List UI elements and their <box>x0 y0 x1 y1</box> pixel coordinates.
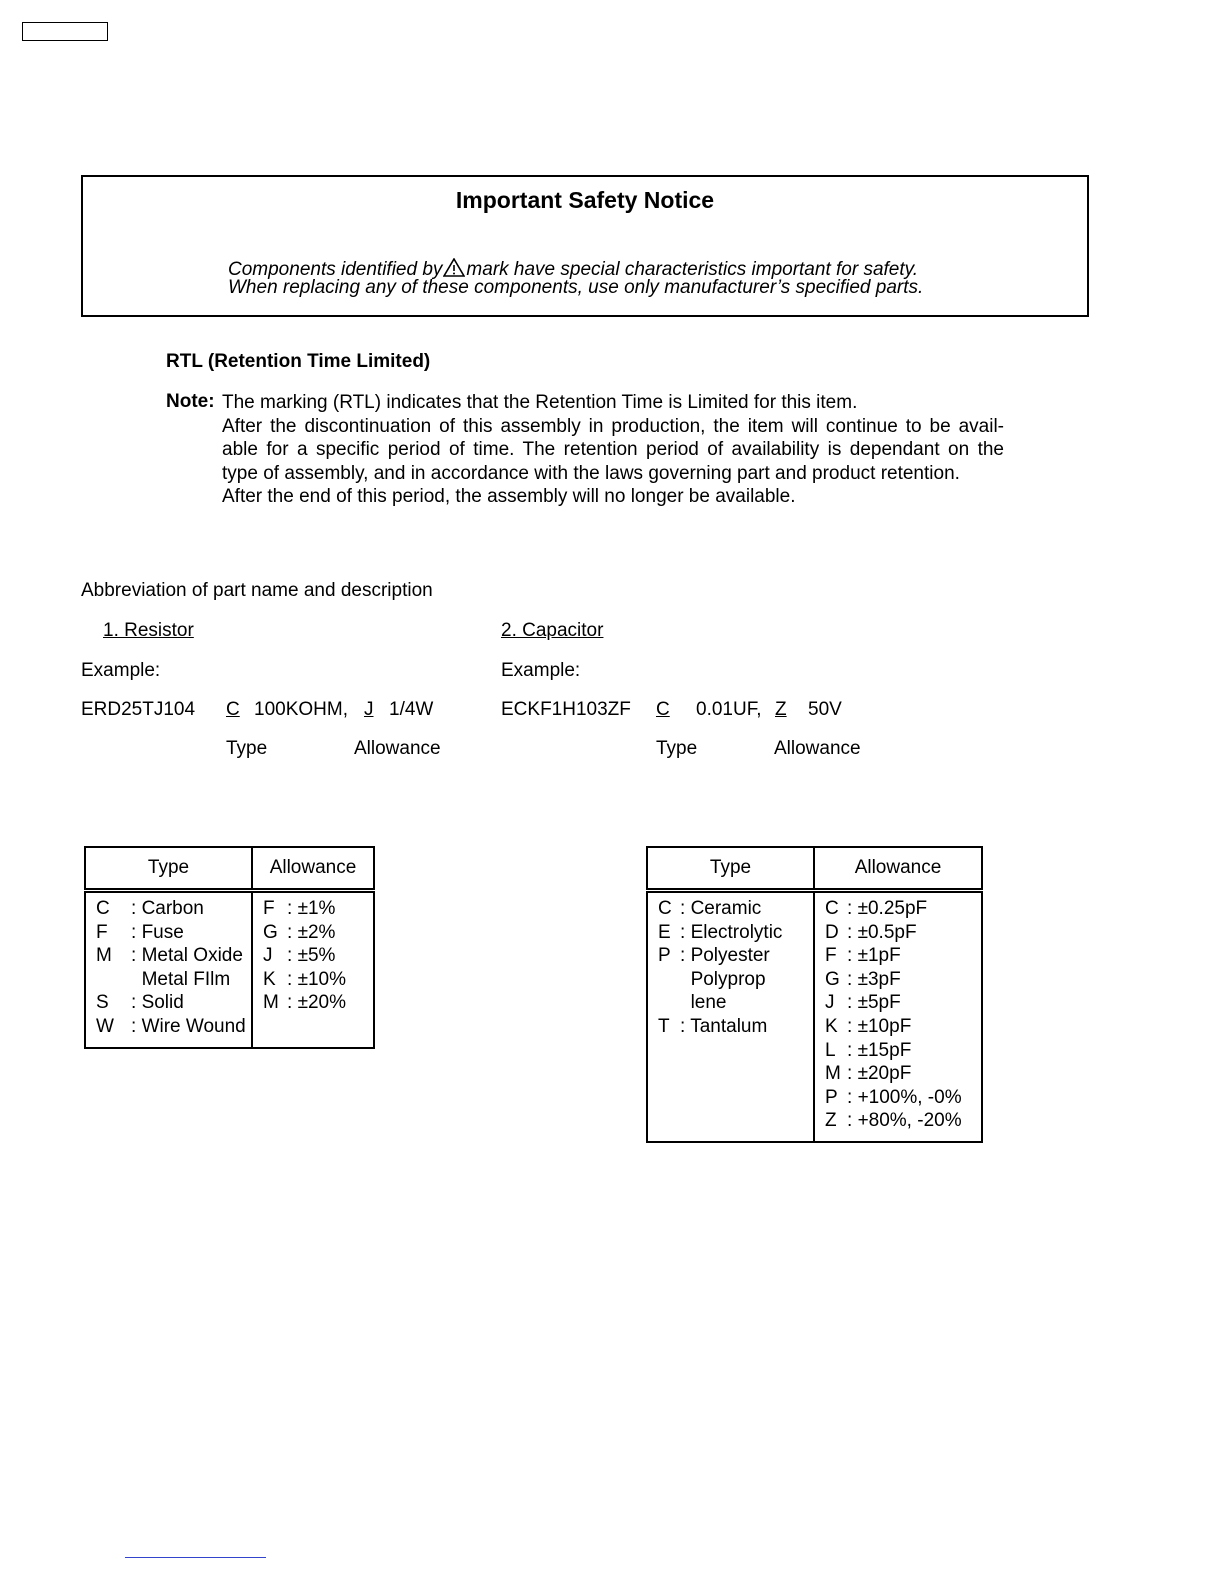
list-item: Z : +80%, -20% <box>825 1110 962 1132</box>
list-item: L : ±15pF <box>825 1039 912 1061</box>
notice-title: Important Safety Notice <box>455 187 715 213</box>
list-item: K : ±10% <box>263 968 347 990</box>
list-item: E : Electrolytic <box>658 921 783 943</box>
note-label: Note: <box>166 391 215 412</box>
capacitor-example-label: Example: <box>501 660 581 681</box>
rtl-title: RTL (Retention Time Limited) <box>166 351 431 372</box>
capacitor-type-label: Type <box>656 738 698 759</box>
list-item: C : ±0.25pF <box>825 898 928 919</box>
resistor-type-label: Type <box>226 738 268 759</box>
resistor-type-list <box>85 891 252 1048</box>
resistor-value: 100KOHM, <box>254 699 348 720</box>
note-line: type of assembly, and in accordance with the laws governing part and product retention. <box>222 462 960 484</box>
note-line: The marking (RTL) indicates that the Retention Time is Limited for this item. <box>222 392 858 413</box>
list-item: G : ±2% <box>263 921 336 943</box>
warning-triangle-icon <box>443 258 465 277</box>
resistor-legend-table <box>84 846 375 1049</box>
capacitor-allowance-label: Allowance <box>774 738 861 759</box>
list-item: M : Metal Oxide <box>96 945 243 967</box>
notice-line-1-end: mark have special characteristics important for safety. <box>466 259 919 280</box>
list-item: J : ±5% <box>263 945 336 967</box>
capacitor-allowance-code: Z <box>775 699 787 720</box>
resistor-rating: 1/4W <box>389 699 434 720</box>
list-item: S : Solid <box>96 992 184 1014</box>
capacitor-title: 2. Capacitor <box>501 620 604 641</box>
resistor-allowance-list <box>252 891 374 1048</box>
capacitor-type-code: C <box>656 699 670 720</box>
list-item: M : ±20pF <box>825 1063 912 1085</box>
note-line: able for a specific period of time. The retention period of availability is dependant on the <box>222 439 1004 461</box>
note-line: After the discontinuation of this assembly in production, the item will continue to be avail- <box>222 415 1004 437</box>
capacitor-table-allowance-header: Allowance <box>814 847 982 891</box>
capacitor-table-type-header: Type <box>647 847 814 891</box>
capacitor-value: 0.01UF, <box>696 699 762 720</box>
list-item: lene <box>690 992 727 1014</box>
capacitor-legend-table <box>646 846 983 1143</box>
capacitor-part-number: ECKF1H103ZF <box>501 699 631 720</box>
capacitor-allowance-list <box>814 891 982 1143</box>
resistor-part-number: ERD25TJ104 <box>81 699 196 720</box>
capacitor-type-list <box>647 891 814 1143</box>
list-item: Metal FIlm <box>141 968 231 990</box>
footer-rule <box>125 1557 266 1558</box>
resistor-allowance-label: Allowance <box>354 738 441 759</box>
list-item: F : ±1pF <box>825 945 901 967</box>
notice-line-2: When replacing any of these components, use only manufacturer’s specified parts. <box>228 277 924 298</box>
resistor-type-code: C <box>226 699 240 720</box>
resistor-table-allowance-header: Allowance <box>252 847 374 891</box>
safety-notice-box <box>81 175 1089 317</box>
list-item: K : ±10pF <box>825 1015 912 1037</box>
capacitor-rating: 50V <box>808 699 842 720</box>
notice-line-1-start: Components identified by <box>228 259 443 280</box>
list-item: G : ±3pF <box>825 968 901 990</box>
list-item: C : Ceramic <box>658 898 762 919</box>
list-item: J : ±5pF <box>825 992 901 1014</box>
list-item: Polyprop <box>690 968 766 990</box>
list-item: W : Wire Wound <box>96 1015 246 1037</box>
list-item: F : ±1% <box>263 898 336 919</box>
note-line: After the end of this period, the assembly will no longer be available. <box>222 486 796 508</box>
list-item: F : Fuse <box>96 921 184 943</box>
list-item: P : Polyester <box>658 945 770 967</box>
list-item: T : Tantalum <box>658 1015 768 1037</box>
note-text <box>222 391 1004 509</box>
abbreviation-heading: Abbreviation of part name and description <box>81 580 433 601</box>
resistor-allowance-code: J <box>364 699 374 720</box>
corner-label-box <box>22 22 108 41</box>
resistor-table-type-header: Type <box>85 847 252 891</box>
list-item: C : Carbon <box>96 898 204 919</box>
list-item: D : ±0.5pF <box>825 921 917 943</box>
list-item: P : +100%, -0% <box>825 1086 962 1108</box>
resistor-title: 1. Resistor <box>103 620 194 641</box>
list-item: M : ±20% <box>263 992 347 1014</box>
resistor-example-label: Example: <box>81 660 161 681</box>
